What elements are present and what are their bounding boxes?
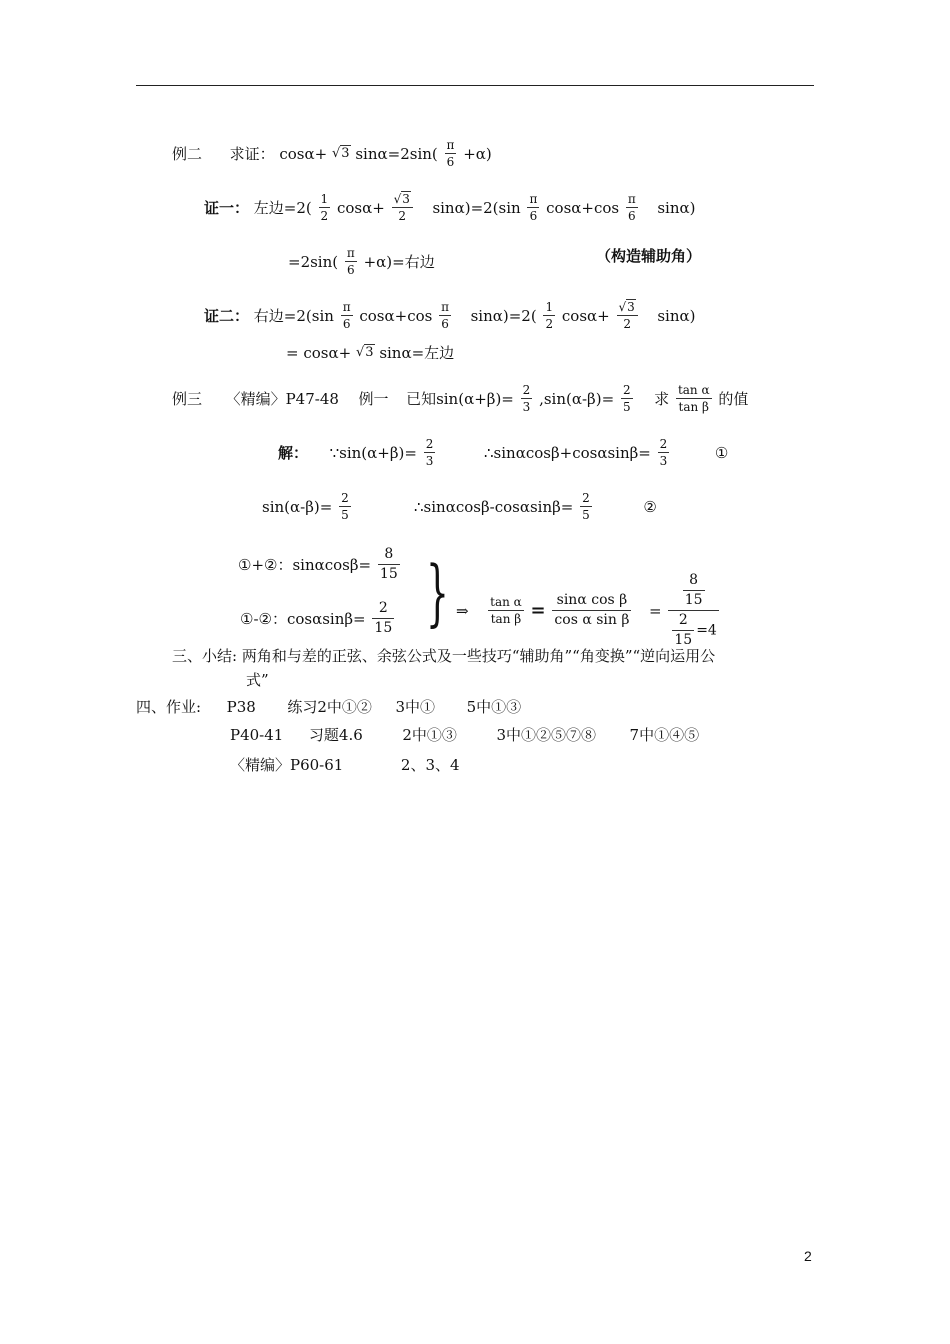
expr-part: ∴sinαcosβ+cosαsinβ= [484, 443, 651, 462]
homework-item: 3中① [395, 698, 436, 716]
fraction-2-15 [672, 612, 694, 649]
denominator: 15 [674, 632, 693, 648]
fraction-pi-6 [439, 300, 451, 331]
fraction-2-3 [424, 437, 436, 468]
numerator: 2 [378, 600, 388, 616]
proof-2-line-2 [286, 342, 454, 363]
numerator: π [441, 300, 450, 314]
denominator: 2 [320, 209, 329, 223]
sqrt-3: √3 [331, 145, 350, 161]
solution-line-2 [262, 491, 353, 522]
prompt-text: 求证： [229, 144, 275, 163]
radicand: 3 [341, 145, 350, 161]
fraction-1-2 [319, 192, 331, 223]
implies-symbol: ⇒ [456, 601, 469, 620]
denominator [668, 612, 718, 649]
numerator: 2 [622, 383, 631, 397]
expr-part: +α)=右边 [363, 252, 435, 271]
example-2-statement [172, 138, 492, 169]
expr-part: 右边=2(sin [253, 306, 334, 325]
denominator: 6 [441, 317, 449, 331]
numerator: π [529, 192, 538, 206]
denominator: 3 [425, 454, 434, 468]
numerator: 2 [582, 491, 590, 505]
equation-marker-2: ② [643, 497, 657, 516]
denominator: 6 [529, 209, 538, 223]
auxiliary-angle-note: （构造辅助角） [596, 247, 702, 265]
denominator: 2 [545, 317, 554, 331]
fraction-tan-ratio [676, 383, 712, 414]
expr-part: cosα+ [561, 306, 610, 325]
homework-item: 2、3、4 [400, 756, 460, 774]
example-label: 例三 [172, 389, 203, 408]
fraction-8-15 [683, 572, 705, 609]
expr-part: 左边=2( [253, 198, 312, 217]
expr-part: ①-②：cosαsinβ= [240, 609, 366, 628]
homework-item: 练习2中①② [287, 698, 372, 716]
ratio-derivation [456, 572, 721, 649]
header-rule [136, 85, 814, 86]
denominator: 15 [379, 566, 398, 582]
homework-item: 7中①④⑤ [629, 726, 700, 744]
fraction-2-15 [372, 600, 394, 637]
result-value: =4 [696, 622, 717, 639]
homework-item: 习题4.6 [308, 726, 363, 744]
expr-part: cosα+ [279, 144, 328, 163]
expr-part: =2sin( [288, 252, 339, 271]
difference-equation [240, 600, 396, 637]
sub-label: 例一 [358, 389, 389, 408]
expr-part: sinα=2sin( [355, 144, 438, 163]
numerator: 2 [522, 383, 531, 397]
numerator: π [346, 246, 355, 260]
denominator: 6 [628, 209, 636, 223]
sum-equation [238, 546, 402, 583]
homework-item: 3中①②⑤⑦⑧ [496, 726, 596, 744]
expr-part: ,sin(α-β)= [539, 389, 615, 408]
summary-line-2: 式” [246, 671, 269, 689]
summary-line-1: 三、小结: 两角和与差的正弦、余弦公式及一些技巧“辅助角”“角变换”“逆向运用公 [172, 647, 716, 665]
numerator: 2 [659, 437, 668, 451]
proof-label: 证二： [204, 306, 250, 325]
fraction-2-3 [658, 437, 670, 468]
numerator: 1 [545, 300, 554, 314]
numerator: sinα cos β [556, 592, 628, 608]
ask-text: 求 [654, 389, 670, 408]
homework-item: 〈精编〉P60-61 [230, 756, 344, 774]
denominator: 15 [684, 592, 703, 608]
fraction-pi-6 [445, 138, 457, 169]
numerator: √3 [393, 192, 410, 206]
equals-sign: = [649, 601, 662, 620]
denominator: 5 [341, 508, 349, 522]
homework-line-1 [136, 696, 521, 717]
denominator: 6 [342, 317, 351, 331]
equals-sign: = [530, 599, 546, 621]
expr-part: = cosα+ [286, 344, 352, 362]
numerator: 1 [320, 192, 329, 206]
fraction-2-5 [621, 383, 633, 414]
numerator: √3 [618, 300, 635, 314]
expr-part: cosα+cos [359, 306, 433, 325]
proof-label: 证一： [204, 198, 250, 217]
numerator: 8 [384, 546, 394, 562]
fraction-tan-ratio [488, 595, 524, 626]
numerator: π [627, 192, 636, 206]
fraction-sqrt3-2 [617, 300, 638, 331]
fraction-2-3 [521, 383, 533, 414]
right-brace: } [426, 550, 449, 634]
expr-part: sinα)=2( [470, 306, 537, 325]
fraction-sqrt3-2 [392, 192, 413, 223]
numerator: π [446, 138, 455, 152]
homework-label: 四、作业: [136, 698, 202, 716]
fraction-1-2 [543, 300, 555, 331]
fraction-pi-6 [626, 192, 638, 223]
numerator: 2 [678, 612, 688, 628]
expr-part: ∵sin(α+β)= [329, 443, 417, 462]
expr-part: ①+②：sinαcosβ= [238, 555, 372, 574]
sqrt-3: √3 [355, 345, 374, 360]
numerator: 8 [689, 572, 699, 588]
expr-part: sinα=左边 [379, 344, 455, 362]
example-3-statement [172, 383, 748, 414]
denominator: 5 [582, 508, 590, 522]
denominator: 6 [446, 155, 455, 169]
numerator: tan α [490, 595, 522, 609]
expr-part: sin(α-β)= [262, 497, 333, 516]
denominator: tan β [678, 400, 709, 414]
denominator: 3 [522, 400, 531, 414]
proof-1-line-1 [204, 192, 696, 223]
equation-marker-1: ① [714, 443, 729, 462]
ask-text: 的值 [718, 389, 749, 408]
expr-part: 已知sin(α+β)= [406, 389, 514, 408]
denominator: cos α sin β [554, 612, 630, 628]
fraction-8-15 [378, 546, 400, 583]
expr-part: sinα) [657, 198, 696, 217]
expr-part: cosα+ [336, 198, 385, 217]
expr-part: cosα+cos [546, 198, 620, 217]
homework-item: 2中①③ [402, 726, 457, 744]
radicand: 3 [402, 192, 410, 206]
expr-part: +α) [463, 144, 492, 163]
denominator: 3 [659, 454, 668, 468]
fraction-2-5 [339, 491, 351, 522]
source-ref: 〈精编〉P47-48 [225, 389, 339, 408]
homework-line-2 [230, 724, 699, 745]
example-label: 例二 [172, 144, 203, 163]
proof-2-line-1 [204, 300, 696, 331]
homework-item: P38 [226, 698, 256, 716]
numerator: 2 [425, 437, 434, 451]
radicand: 3 [627, 300, 635, 314]
denominator: 6 [347, 263, 355, 277]
denominator: 15 [374, 620, 393, 636]
solution-line-1-result [484, 437, 728, 468]
complex-fraction [668, 572, 718, 649]
expr-part: sinα)=2(sin [432, 198, 521, 217]
expr-part: ∴sinαcosβ-cosαsinβ= [414, 497, 574, 516]
page-number: 2 [804, 1248, 812, 1264]
fraction-sincos-ratio [552, 592, 631, 629]
homework-item: P40-41 [230, 726, 284, 744]
denominator: tan β [490, 612, 522, 626]
proof-1-line-2 [288, 246, 435, 277]
fraction-pi-6 [345, 246, 357, 277]
denominator: 2 [398, 209, 407, 223]
fraction-pi-6 [341, 300, 353, 331]
denominator: 5 [622, 400, 631, 414]
homework-item: 5中①③ [466, 698, 522, 716]
fraction-2-5 [580, 491, 592, 522]
numerator [679, 572, 709, 609]
homework-line-3 [230, 754, 460, 775]
solution-line-1 [278, 437, 437, 468]
numerator: tan α [677, 383, 710, 397]
fraction-pi-6 [527, 192, 539, 223]
denominator: 2 [623, 317, 631, 331]
solution-line-2-result [414, 491, 657, 522]
numerator: 2 [341, 491, 349, 505]
expr-part: sinα) [657, 306, 696, 325]
radicand: 3 [365, 345, 374, 360]
numerator: π [342, 300, 351, 314]
solution-label: 解： [278, 443, 309, 462]
